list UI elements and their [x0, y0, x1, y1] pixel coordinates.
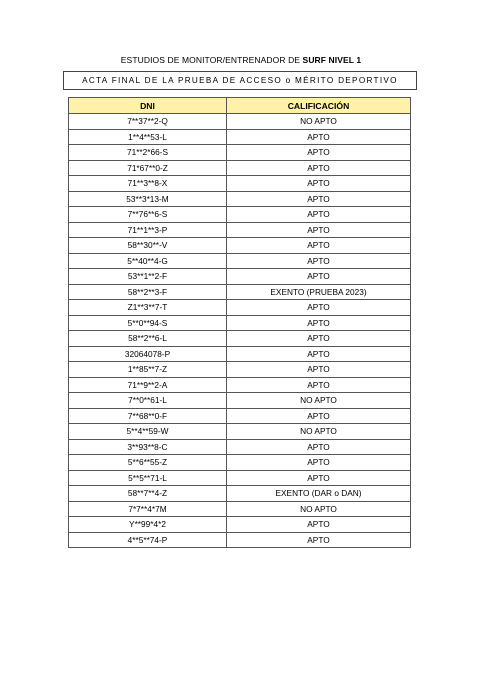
calificacion-cell: APTO	[227, 532, 411, 548]
calificacion-cell: APTO	[227, 191, 411, 207]
dni-cell: 53**3*13-M	[69, 191, 227, 207]
dni-cell: 7**0**61-L	[69, 393, 227, 409]
calificacion-cell: APTO	[227, 377, 411, 393]
calificacion-cell: APTO	[227, 517, 411, 533]
calificacion-cell: APTO	[227, 315, 411, 331]
table-row	[69, 222, 411, 238]
table-row	[69, 269, 411, 285]
dni-cell: 71**9**2-A	[69, 377, 227, 393]
calificacion-cell: APTO	[227, 470, 411, 486]
calificacion-cell: APTO	[227, 160, 411, 176]
table-row	[69, 424, 411, 440]
table-body	[69, 114, 411, 548]
calificacion-cell: APTO	[227, 362, 411, 378]
dni-cell: 5**5**71-L	[69, 470, 227, 486]
calificacion-cell: APTO	[227, 176, 411, 192]
table-row	[69, 362, 411, 378]
dni-cell: Z1**3**7-T	[69, 300, 227, 316]
results-table	[68, 97, 411, 548]
dni-cell: 58**2**3-F	[69, 284, 227, 300]
table-header-row	[69, 98, 411, 114]
dni-cell: 5**0**94-S	[69, 315, 227, 331]
table-row	[69, 486, 411, 502]
table-row	[69, 377, 411, 393]
calificacion-cell: APTO	[227, 207, 411, 223]
table-row	[69, 207, 411, 223]
dni-cell: 58**30**-V	[69, 238, 227, 254]
table-row	[69, 176, 411, 192]
dni-cell: 1**4**53-L	[69, 129, 227, 145]
table-row	[69, 331, 411, 347]
dni-cell: 1**85**7-Z	[69, 362, 227, 378]
table-row	[69, 439, 411, 455]
calificacion-cell: APTO	[227, 129, 411, 145]
table-row	[69, 393, 411, 409]
dni-cell: 7**76**6-S	[69, 207, 227, 223]
calificacion-cell: APTO	[227, 222, 411, 238]
table-row	[69, 470, 411, 486]
dni-cell: 58**2**6-L	[69, 331, 227, 347]
dni-cell: 71*67**0-Z	[69, 160, 227, 176]
dni-cell: 5**6**55-Z	[69, 455, 227, 471]
calificacion-cell: APTO	[227, 331, 411, 347]
table-row	[69, 315, 411, 331]
header-text: ESTUDIOS DE MONITOR/ENTRENADOR DE	[120, 55, 303, 65]
dni-cell: 58**7**4-Z	[69, 486, 227, 502]
dni-cell: 7**37**2-Q	[69, 114, 227, 130]
dni-cell: 5**4**59-W	[69, 424, 227, 440]
calificacion-cell: APTO	[227, 346, 411, 362]
header-course-name: SURF NIVEL 1	[302, 55, 362, 65]
table-row	[69, 408, 411, 424]
calificacion-cell: EXENTO (PRUEBA 2023)	[227, 284, 411, 300]
dni-cell: 71**1**3-P	[69, 222, 227, 238]
dni-cell: 53**1**2-F	[69, 269, 227, 285]
table-row	[69, 191, 411, 207]
dni-cell: 3**93**8-C	[69, 439, 227, 455]
calificacion-cell: NO APTO	[227, 501, 411, 517]
dni-cell: 5**40**4-G	[69, 253, 227, 269]
calificacion-cell: APTO	[227, 455, 411, 471]
calificacion-cell: APTO	[227, 300, 411, 316]
calificacion-cell: APTO	[227, 145, 411, 161]
table-row	[69, 517, 411, 533]
table-row	[69, 284, 411, 300]
dni-cell: 7*7**4*7M	[69, 501, 227, 517]
table-row	[69, 501, 411, 517]
acta-title: ACTA FINAL DE LA PRUEBA DE ACCESO o MÉRITO DEPORTIVO	[63, 71, 417, 90]
table-row	[69, 129, 411, 145]
calificacion-cell: EXENTO (DAR o DAN)	[227, 486, 411, 502]
dni-cell: 71**2*66-S	[69, 145, 227, 161]
table-row	[69, 253, 411, 269]
table-row	[69, 145, 411, 161]
dni-cell: 71**3**8-X	[69, 176, 227, 192]
table-row	[69, 300, 411, 316]
column-header-dni: DNI	[69, 98, 227, 114]
calificacion-cell: NO APTO	[227, 393, 411, 409]
calificacion-cell: NO APTO	[227, 114, 411, 130]
dni-cell: 4**5**74-P	[69, 532, 227, 548]
document-header	[0, 55, 482, 65]
table-row	[69, 160, 411, 176]
table-row	[69, 455, 411, 471]
calificacion-cell: APTO	[227, 269, 411, 285]
calificacion-cell: APTO	[227, 253, 411, 269]
table-row	[69, 532, 411, 548]
dni-cell: Y**99*4*2	[69, 517, 227, 533]
dni-cell: 32064078-P	[69, 346, 227, 362]
calificacion-cell: APTO	[227, 408, 411, 424]
column-header-calificacion: CALIFICACIÓN	[227, 98, 411, 114]
calificacion-cell: NO APTO	[227, 424, 411, 440]
table-row	[69, 114, 411, 130]
table-row	[69, 346, 411, 362]
calificacion-cell: APTO	[227, 238, 411, 254]
table-row	[69, 238, 411, 254]
calificacion-cell: APTO	[227, 439, 411, 455]
dni-cell: 7**68**0-F	[69, 408, 227, 424]
